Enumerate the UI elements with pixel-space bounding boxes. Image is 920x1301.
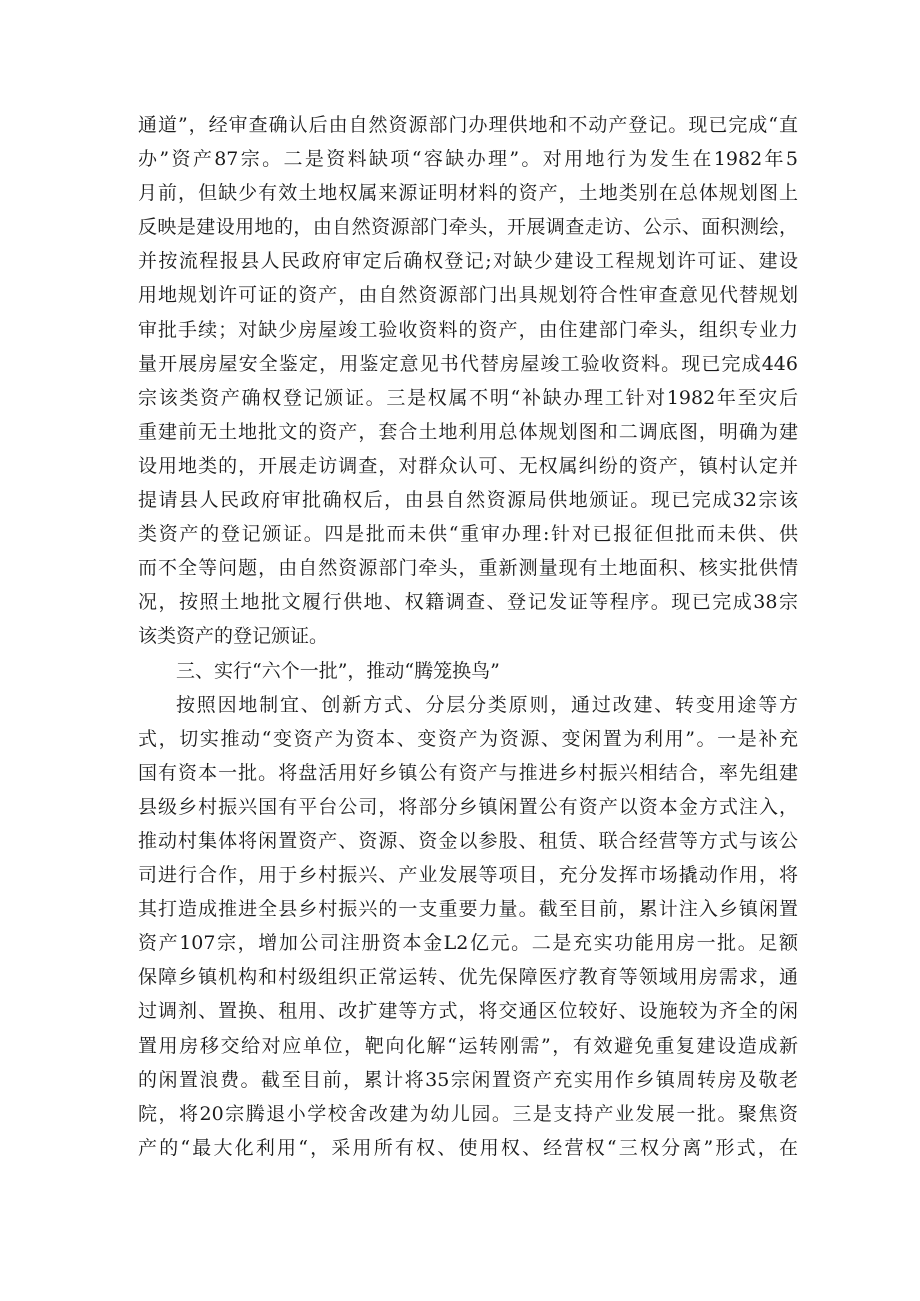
text-line: 其打造成推进全县乡村振兴的一支重要力量。截至目前，累计注入乡镇闲置 [138, 898, 798, 921]
text-line: 通道”，经审查确认后由自然资源部门办理供地和不动产登记。现已完成“直 [138, 114, 798, 136]
text-line: 保障乡镇机构和村级组织正常运转、优先保障医疗教育等领域用房需求，通 [138, 966, 798, 989]
text-line: 审批手续；对缺少房屋竣工验收资料的资产，由住建部门牵头，组织专业力 [138, 318, 798, 341]
text-line: 置用房移交给对应单位，靶向化解“运转刚需”，有效避免重复建设造成新 [138, 1034, 798, 1057]
text-line: 产的“最大化利用“，采用所有权、使用权、经营权“三权分离”形式，在 [138, 1136, 798, 1159]
text-line: 司进行合作，用于乡村振兴、产业发展等项目，充分发挥市场撬动作用，将 [138, 864, 798, 887]
text-line: 况，按照土地批文履行供地、权籍调查、登记发证等程序。现已完成38宗 [138, 591, 798, 614]
text-line: 用地规划许可证的资产，由自然资源部门出具规划符合性审查意见代替规划 [138, 284, 798, 307]
text-line: 办”资产87宗。二是资料缺项“容缺办理”。对用地行为发生在1982年5 [138, 148, 798, 171]
text-line: 并按流程报县人民政府审定后确权登记;对缺少建设工程规划许可证、建设 [138, 250, 798, 273]
text-line: 式，切实推动“变资产为资本、变资产为资源、变闲置为利用”。一是补充 [138, 727, 798, 750]
text-line: 县级乡村振兴国有平台公司，将部分乡镇闲置公有资产以资本金方式注入， [138, 795, 798, 818]
text-line: 推动村集体将闲置资产、资源、资金以参股、租赁、联合经营等方式与该公 [138, 829, 798, 852]
text-line: 该类资产的登记颁证。 [138, 625, 329, 648]
text-line: 国有资本一批。将盘活用好乡镇公有资产与推进乡村振兴相结合，率先组建 [138, 761, 798, 784]
text-line: 类资产的登记颁证。四是批而未供“重审办理:针对已报征但批而未供、供 [138, 523, 798, 546]
document-body [138, 108, 798, 1165]
text-line: 设用地类的，开展走访调查，对群众认可、无权属纠纷的资产，镇村认定并 [138, 454, 798, 477]
text-line: 的闲置浪费。截至目前，累计将35宗闲置资产充实用作乡镇周转房及敬老 [138, 1068, 798, 1091]
text-line: 过调剂、置换、租用、改扩建等方式，将交通区位较好、设施较为齐全的闲 [138, 1000, 798, 1023]
text-line: 宗该类资产确权登记颁证。三是权属不明“补缺办理工针对1982年至灾后 [138, 386, 798, 409]
text-line: 院，将20宗腾退小学校舍改建为幼儿园。三是支持产业发展一批。聚焦资 [138, 1102, 798, 1125]
text-line: 按照因地制宜、创新方式、分层分类原则，通过改建、转变用途等方 [176, 693, 798, 716]
text-line: 反映是建设用地的，由自然资源部门牵头，开展调查走访、公示、面积测绘， [138, 216, 798, 239]
text-line: 量开展房屋安全鉴定，用鉴定意见书代替房屋竣工验收资料。现已完成446 [138, 352, 798, 375]
text-line: 资产107宗，增加公司注册资本金L2亿元。二是充实功能用房一批。足额 [138, 932, 798, 955]
text-line: 提请县人民政府审批确权后，由县自然资源局供地颁证。现已完成32宗该 [138, 489, 798, 512]
text-line: 重建前无土地批文的资产，套合土地利用总体规划图和二调底图，明确为建 [138, 420, 798, 443]
section-heading: 三、实行“六个一批”，推动“腾笼换鸟” [176, 659, 500, 682]
text-line: 月前，但缺少有效土地权属来源证明材料的资产，土地类别在总体规划图上 [138, 182, 798, 205]
text-line: 而不全等问题，由自然资源部门牵头，重新测量现有土地面积、核实批供情 [138, 557, 798, 580]
